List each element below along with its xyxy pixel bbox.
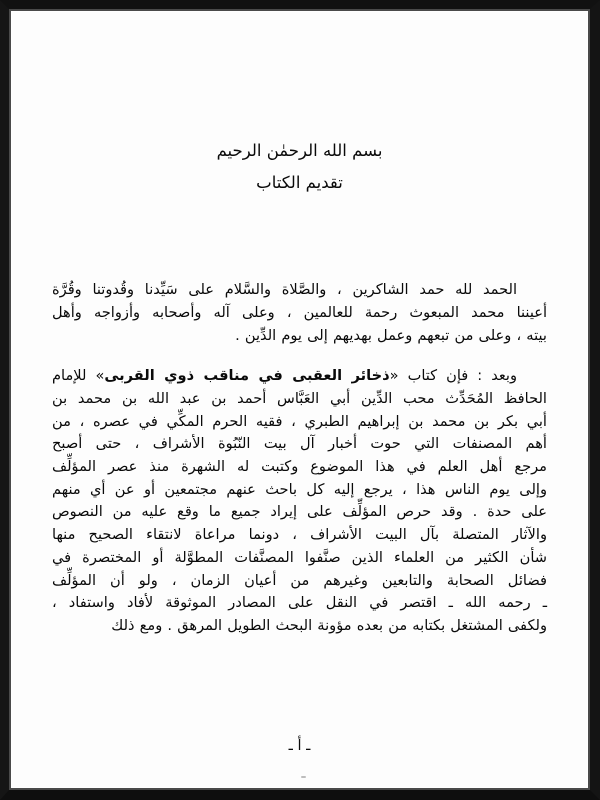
text-line: [52, 456, 547, 479]
text-line: [52, 547, 547, 570]
page-header: [52, 138, 547, 195]
line-text: وإلى يوم الناس هذا ، يرجع إليه كل باحث عنهم مجتمعين أو عن أي منهم: [52, 480, 547, 498]
text-line: [52, 279, 547, 302]
text-line: [52, 302, 547, 325]
line-text: على حدة . وقد حرص المؤلِّف على إيراد جميع ما وقع عليه من النصوص: [52, 503, 547, 521]
text-line: [52, 570, 547, 593]
text-line: [52, 411, 547, 434]
scan-artifact-speck: [301, 776, 306, 778]
paragraph-introduction: [52, 365, 547, 637]
paragraph-praise: [52, 279, 547, 347]
page-number: ـ أ ـ: [288, 738, 311, 754]
line-text: فضائل الصحابة والتابعين وغيرهم من أعيان الزمان ، ولو أن المؤلِّف: [52, 571, 547, 589]
line-text: أبي بكر بن محمد بن إبراهيم الطبري ، فقيه الحرم المكِّي في عصره ، من: [52, 412, 547, 430]
text-line: [52, 479, 547, 502]
line-text: بيته ، وعلى من تبعهم وعمل بهديهم إلى يوم الدِّين .: [235, 326, 547, 344]
basmala-line: بسم الله الرحمٰن الرحيم: [216, 141, 383, 160]
text-line: [52, 365, 547, 388]
line-text: الحمد لله حمد الشاكرين ، والصَّلاة والسَّلام على سَيِّدنا وقُدوتنا وقُرَّة: [52, 281, 517, 299]
line-text: » للإمام: [52, 367, 105, 385]
page-title: تقديم الكتاب: [256, 172, 343, 192]
text-line: [52, 524, 547, 547]
line-text: والآثار المتصلة بآل البيت الأشراف ، دونما مراعاة لانتقاء الصحيح منها: [52, 526, 547, 544]
line-text: مرجع أهل العلم في هذا الموضوع وكتبت له الشهرة منذ عصر المؤلِّف: [52, 458, 547, 476]
text-line: [52, 615, 547, 638]
line-text: أعيننا محمد المبعوث رحمة للعالمين ، وعلى آله وأصحابه وأزواجه وأهل: [52, 303, 547, 321]
page-content: [12, 12, 587, 787]
line-text: شأن الكثير من العلماء الذين صنَّفوا المصنَّفات المطوَّلة أو المختصرة في: [52, 548, 547, 566]
line-text: أهم المصنفات التي حوت أخبار آل بيت النّبُوة الأشراف ، حتى أصبح: [52, 435, 547, 453]
text-line: [52, 388, 547, 411]
text-line: [52, 325, 547, 348]
text-line: [52, 501, 547, 524]
text-line: [52, 592, 547, 615]
line-text: ـ رحمه الله ـ اقتصر في النقل على المصادر الموثوقة لأفاد واستفاد ،: [52, 594, 547, 612]
line-text: وبعد : فإن كتاب «: [389, 367, 518, 385]
text-line: [52, 433, 547, 456]
page-body: [52, 279, 547, 638]
line-text: ولكفى المشتغل بكتابه من بعده مؤونة البحث الطويل المرهق . ومع ذلك: [111, 616, 547, 634]
book-title-emphasis: ذخائر العقبى في مناقب ذوي القربى: [104, 367, 390, 385]
paper-surface: [12, 12, 587, 787]
line-text: الحافظ المُحَدِّث محب الدِّين أبي العَبَّاس أحمد بن عبد الله بن محمد بن: [52, 389, 547, 407]
